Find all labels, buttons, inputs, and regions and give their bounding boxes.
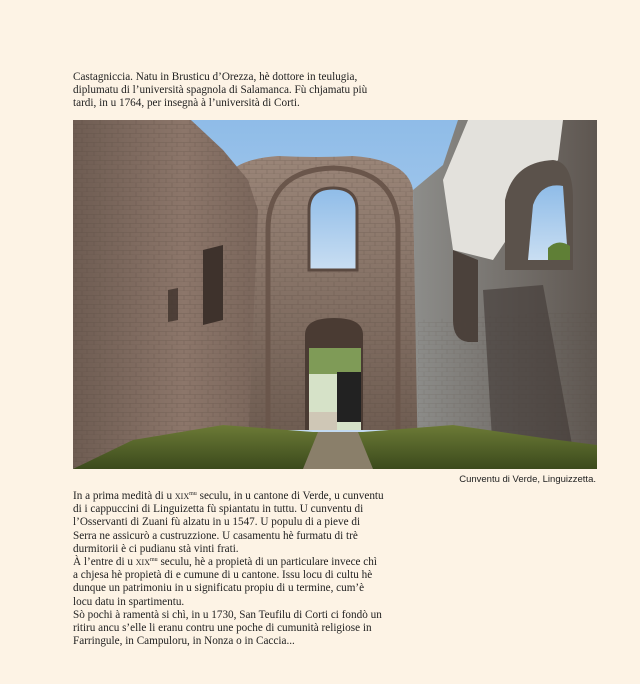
body-line: a chjesa hè propietà di e cumune di u cantone. Issu locu di cultu hè [73,569,373,582]
body-line: Serra ne assicurò a custruzzione. U casamentu hè furmatu di trè [73,529,358,542]
photo-caption: Cunventu di Verde, Linguizzetta. [459,474,596,485]
text-fragment: seculu, hè a propietà di un particulare invece chì [157,556,377,569]
body-line: locu datu in spartimentu. [73,595,185,608]
body-line: durmitorii è ci pudianu stà vinti frati. [73,542,239,555]
ordinal-superscript: mu [189,491,197,497]
intro-line: tardi, in u 1764, per insegnà à l’università di Corti. [73,97,300,110]
intro-line: diplumatu di l’università spagnola di Salamanca. Fù chjamatu più [73,84,368,97]
body-line: dunque un patrimoniu in u significatu propiu di u termine, cum’è [73,582,365,595]
body-line: di i cappuccini di Linguizetta fù spiantatu in tuttu. U cunventu di [73,503,364,516]
text-fragment: In a prima medità di u [73,490,175,502]
century-numeral: xix [174,490,190,502]
intro-paragraph [73,71,408,111]
century-numeral: xix [135,556,150,569]
body-line [73,490,408,503]
body-line: l’Osservanti di Zuani fù alzatu in u 1547. U populu di a pieve di [73,516,361,529]
body-line [73,556,408,569]
ordinal-superscript: mu [149,557,158,564]
text-fragment: À l’entre di u [73,556,136,569]
body-line: ritiru ancu s’elle li eranu contru une poche di cumunità religiose in [73,622,372,635]
convent-ruin-photo [73,120,597,469]
body-line: Farringule, in Campuloru, in Nonza o in Caccia... [73,635,295,648]
intro-line: Castagniccia. Natu in Brusticu d’Orezza, hè dottore in teulugia, [73,71,358,83]
body-line: Sò pochi à ramentà si chì, in u 1730, San Teufilu di Corti ci fondò un [73,608,382,621]
text-fragment: seculu, in u cantone di Verde, u cunventu [196,490,384,502]
body-paragraph [73,490,408,648]
